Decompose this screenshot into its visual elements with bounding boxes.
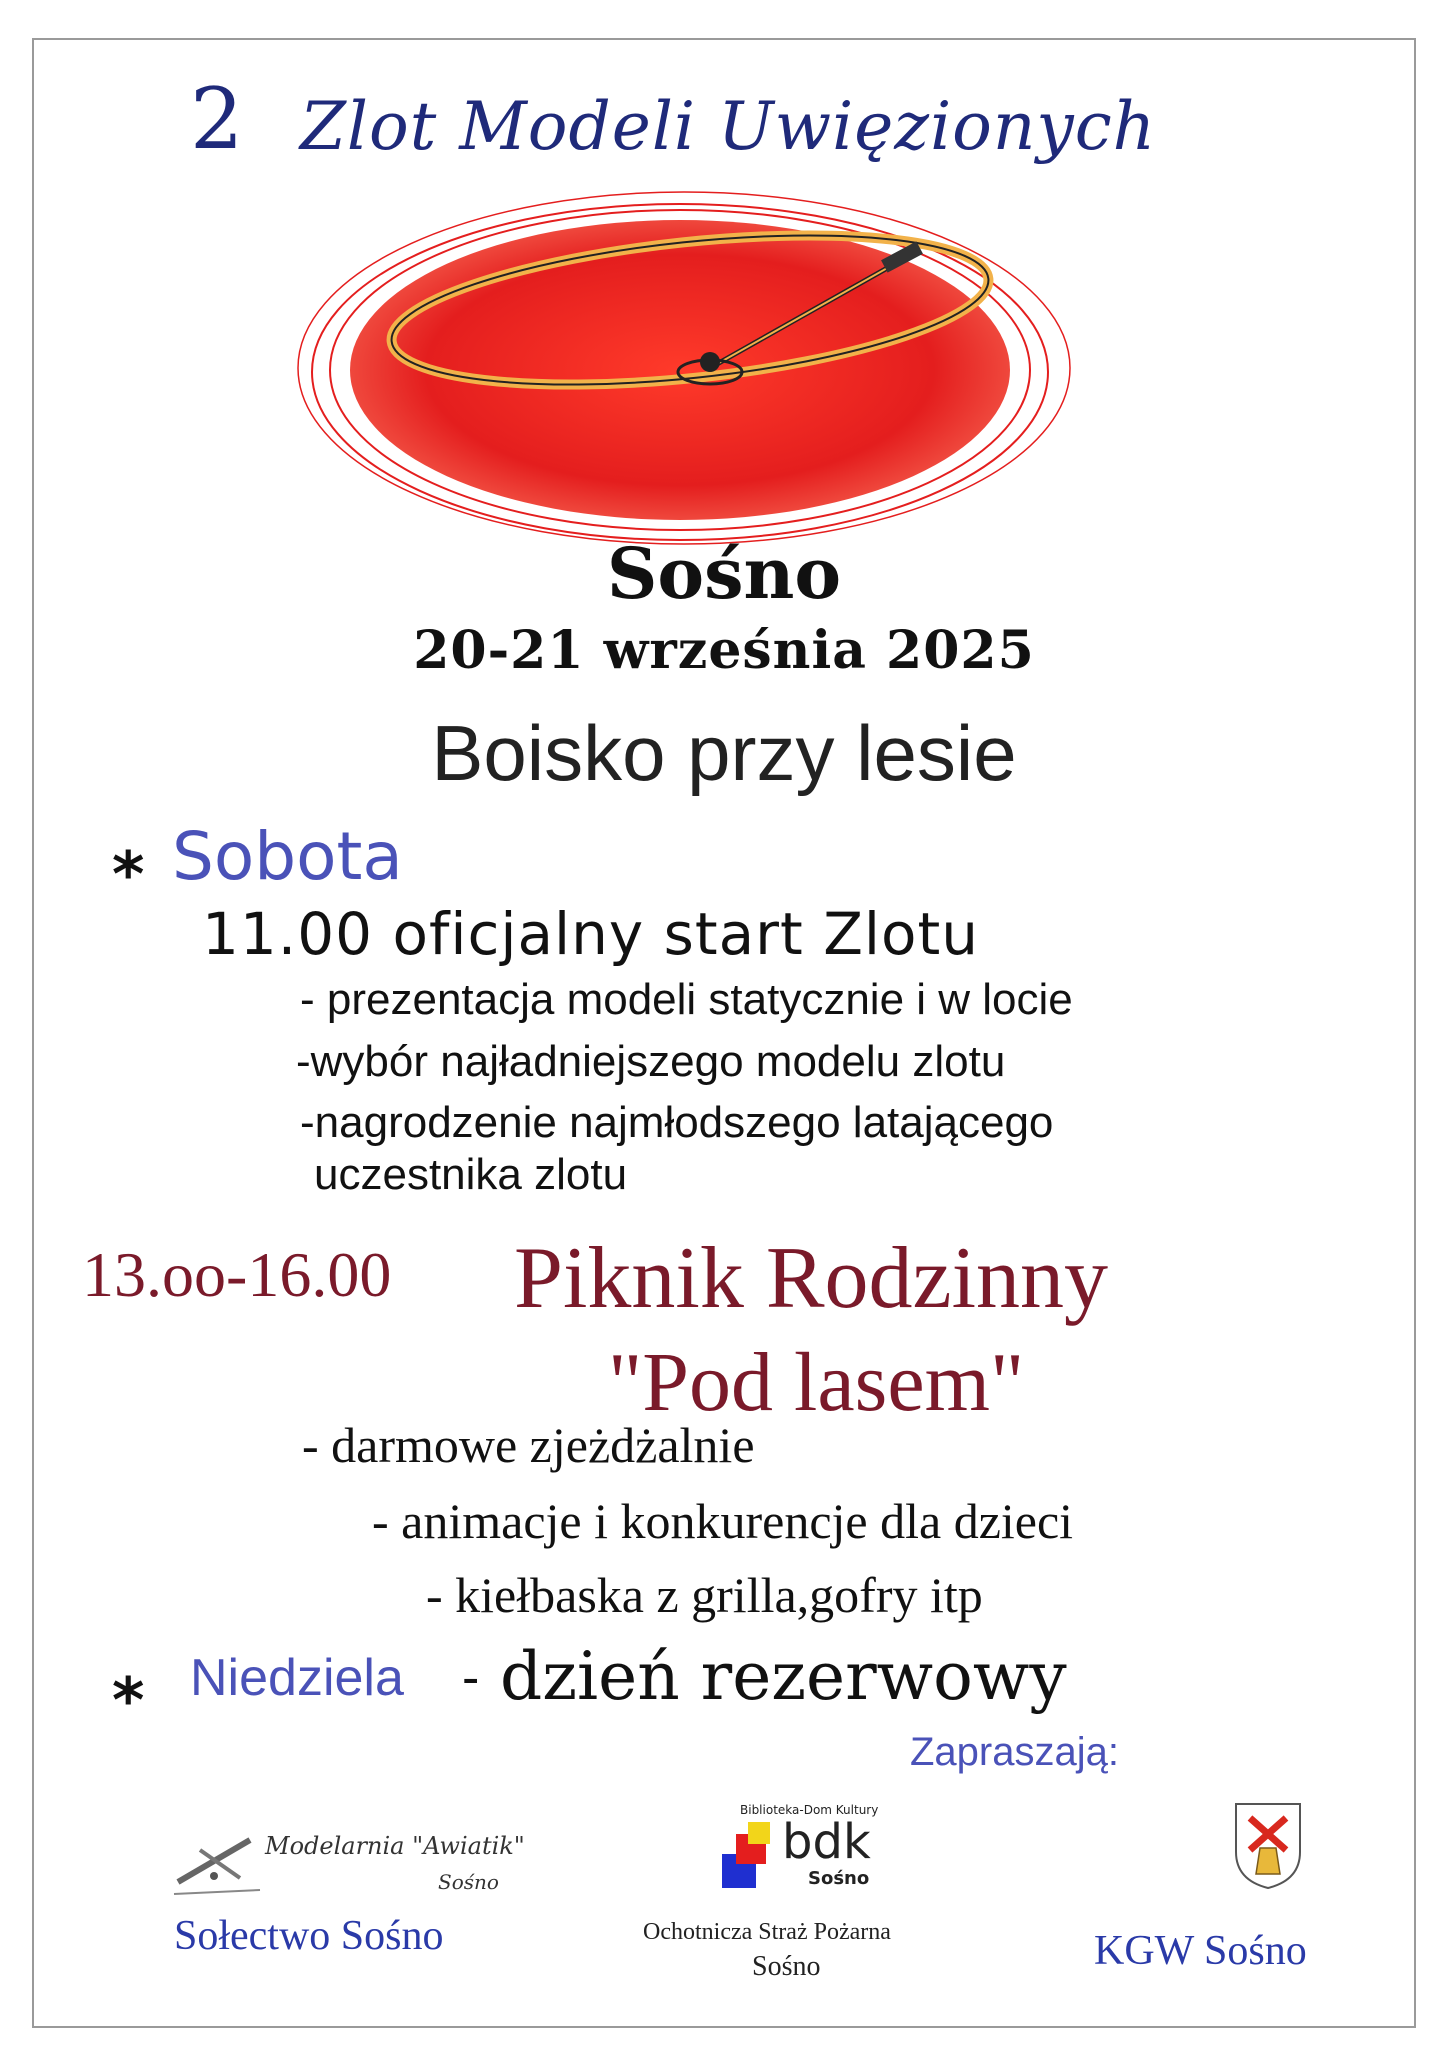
organizer-osp: Ochotnicza Straż Pożarna [643, 1919, 891, 1945]
picnic-title: Piknik Rodzinny [514, 1230, 1109, 1327]
saturday-item: uczestnika zlotu [314, 1150, 628, 1199]
sunday-label: Niedziela [190, 1649, 404, 1707]
picnic-subtitle: "Pod lasem" [608, 1336, 1025, 1429]
saturday-bullet: * [112, 838, 145, 911]
bdk-library: Biblioteka-Dom Kultury [740, 1803, 879, 1817]
bdk-town: Sośno [808, 1868, 870, 1889]
saturday-start: 11.00 oficjalny start Zlotu [202, 900, 980, 968]
ground-line [174, 1890, 260, 1894]
sunday-dash: - [462, 1649, 480, 1707]
invite-heading: Zapraszają: [910, 1730, 1119, 1774]
bdk-wordmark: bdk [782, 1814, 871, 1870]
saturday-label: Sobota [172, 818, 403, 895]
sunday-note: dzień rezerwowy [500, 1638, 1067, 1715]
saturday-item: -nagrodzenie najmłodszego latającego [300, 1098, 1054, 1147]
organizer-solectwo: Sołectwo Sośno [174, 1913, 444, 1959]
poster-title: Zlot Modeli Uwięzionych [300, 88, 1157, 165]
picnic-time: 13.oo-16.00 [82, 1239, 392, 1310]
picnic-item: - animacje i konkurencje dla dzieci [372, 1493, 1074, 1549]
pilot-figure [700, 352, 720, 372]
awiatik-name: Modelarnia "Awiatik" [265, 1832, 525, 1860]
sunday-bullet: * [112, 1664, 145, 1737]
plane-wheel [210, 1872, 218, 1880]
windmill-crest-icon [1232, 1800, 1304, 1892]
event-date: 20-21 września 2025 [413, 620, 1035, 681]
event-town: Sośno [606, 532, 842, 615]
awiatik-town: Sośno [438, 1870, 499, 1894]
picnic-item: - darmowe zjeżdżalnie [302, 1417, 755, 1473]
saturday-item: - prezentacja modeli statycznie i w locie [300, 975, 1073, 1024]
bdk-logo-blocks [722, 1820, 782, 1892]
picnic-item: - kiełbaska z grilla,gofry itp [426, 1567, 983, 1623]
saturday-item: -wybór najładniejszego modelu zlotu [296, 1037, 1006, 1086]
organizer-osp-town: Sośno [752, 1951, 821, 1982]
control-line-logo [280, 190, 1090, 550]
organizer-kgw: KGW Sośno [1094, 1928, 1307, 1974]
edition-number: 2 [190, 70, 244, 168]
event-place: Boisko przy lesie [431, 709, 1017, 797]
